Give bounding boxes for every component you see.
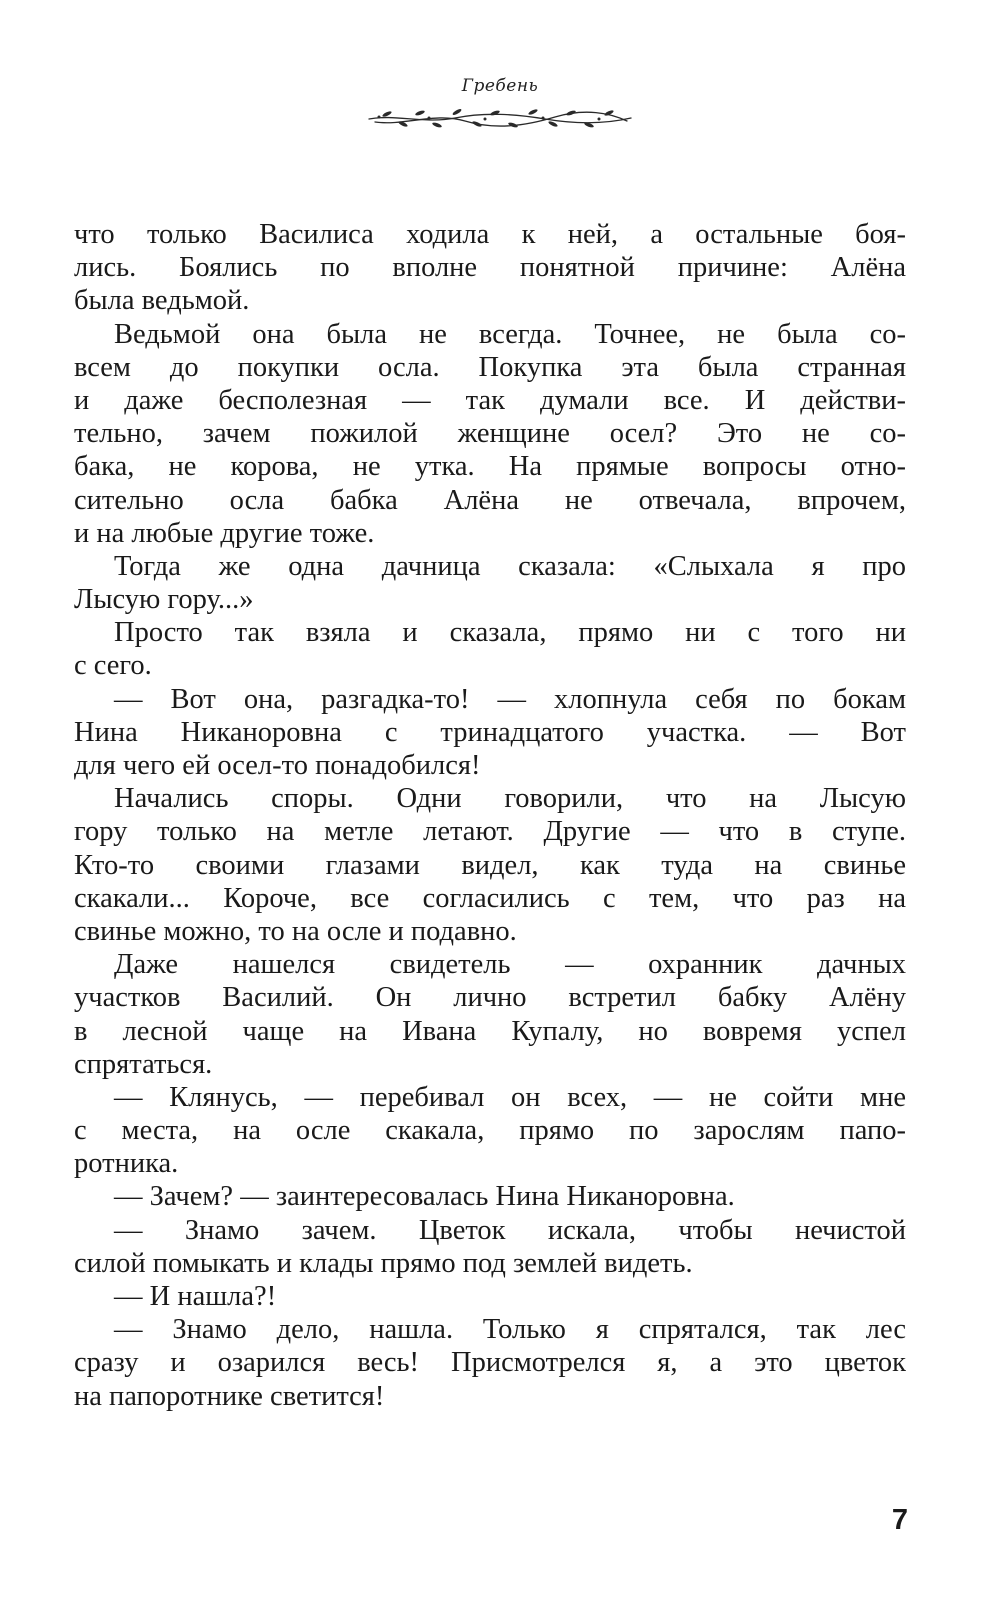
text-line: Лысую гору...» [74, 584, 254, 616]
text-line: спрятаться. [74, 1048, 213, 1080]
text-line: — Зачем? — заинтересовалась Нина Никаноровна. [114, 1181, 735, 1213]
text-line: — Вот она, разгадка-то! — хлопнула себя по бокам [114, 683, 906, 715]
body-text [74, 218, 906, 1413]
text-line: гору только на метле летают. Другие — что в ступе. [74, 816, 906, 848]
text-line: с места, на осле скакала, прямо по зарослям папо- [74, 1115, 906, 1147]
text-line: что только Василиса ходила к ней, а остальные боя- [74, 219, 906, 250]
text-line: Ведьмой она была не всегда. Точнее, не была со- [114, 318, 906, 350]
text-line: и на любые другие тоже. [74, 517, 375, 549]
text-line: свинье можно, то на осле и подавно. [74, 915, 517, 947]
text-line: сительно осла бабка Алёна не отвечала, впрочем, [74, 484, 906, 516]
text-line: для чего ей осел-то понадобился! [74, 750, 481, 781]
text-line: лись. Боялись по вполне понятной причине: Алёна [74, 252, 906, 284]
text-line: — Клянусь, — перебивал он всех, — не сойти мне [114, 1081, 906, 1113]
text-line: — Знамо зачем. Цветок искала, чтобы нечистой [114, 1214, 906, 1246]
text-line: всем до покупки осла. Покупка эта была странная [74, 351, 906, 383]
text-line: и даже бесполезная — так думали все. И действи- [74, 384, 906, 416]
text-line: Просто так взяла и сказала, прямо ни с того ни [114, 617, 906, 649]
text-line: Даже нашелся свидетель — охранник дачных [114, 949, 906, 981]
text-line: участков Василий. Он лично встретил бабку Алёну [74, 982, 906, 1014]
text-line: Тогда же одна дачница сказала: «Слыхала я про [114, 550, 906, 582]
text-line: бака, не корова, не утка. На прямые вопросы отно- [74, 451, 906, 483]
text-line: сразу и озарился весь! Присмотрелся я, а это цветок [74, 1347, 906, 1379]
text-line: ротника. [74, 1148, 179, 1180]
text-line: Кто-то своими глазами видел, как туда на свинье [74, 849, 906, 881]
text-line: Начались споры. Одни говорили, что на Лысую [114, 783, 906, 815]
text-line: Нина Никаноровна с тринадцатого участка. — Вот [74, 716, 906, 748]
text-line: тельно, зачем пожилой женщине осел? Это не со- [74, 418, 906, 450]
text-line: силой помыкать и клады прямо под землей видеть. [74, 1247, 693, 1279]
vine-ornament-icon [365, 102, 635, 134]
running-title: Гребень [461, 76, 539, 96]
text-line: с сего. [74, 650, 152, 682]
text-line: в лесной чаще на Ивана Купалу, но вовремя успел [74, 1015, 906, 1047]
text-line: скакали... Короче, все согласились с тем, что раз на [74, 882, 906, 914]
text-line: — И нашла?! [114, 1281, 277, 1312]
running-head [0, 76, 1000, 134]
text-line: была ведьмой. [74, 285, 250, 317]
text-line: — Знамо дело, нашла. Только я спрятался, так лес [114, 1314, 906, 1346]
page-number: 7 [891, 1504, 908, 1536]
text-line: на папоротнике светится! [74, 1380, 385, 1412]
